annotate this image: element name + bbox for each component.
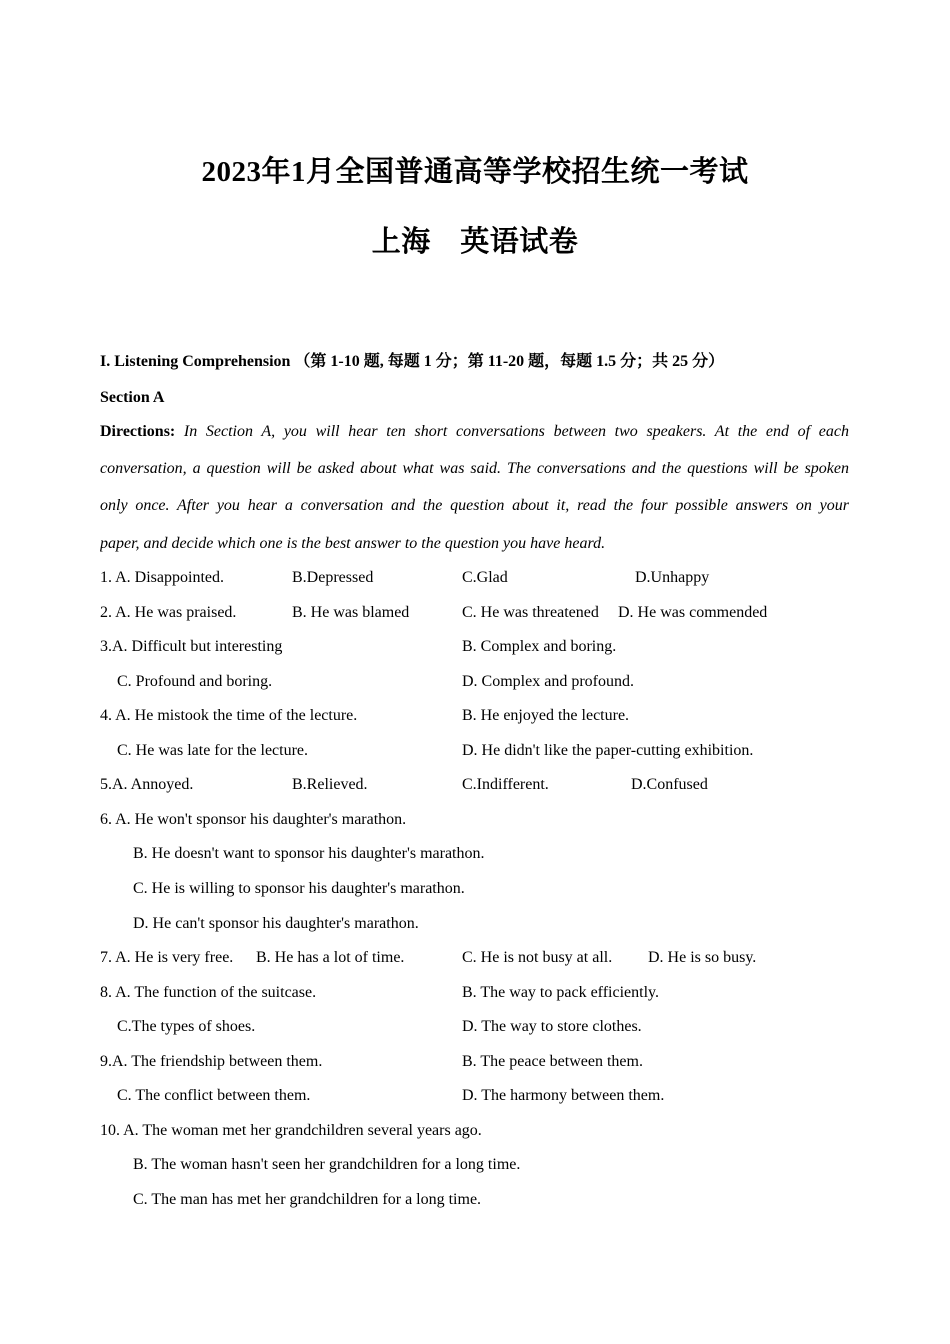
q1-option-c: C.Glad — [462, 569, 508, 586]
title-line-1: 2023年1月全国普通高等学校招生统一考试 — [201, 156, 749, 188]
q9-option-c: C. The conflict between them. — [117, 1087, 311, 1104]
q7-option-d: D. He is so busy. — [648, 949, 757, 966]
q2-option-a: 2. A. He was praised. — [100, 604, 237, 621]
part-heading — [100, 352, 724, 372]
q3-option-a: 3.A. Difficult but interesting — [100, 638, 283, 655]
q5-option-c: C.Indifferent. — [462, 776, 549, 793]
q9-option-b: B. The peace between them. — [462, 1053, 643, 1070]
q9-option-d: D. The harmony between them. — [462, 1087, 665, 1104]
q5-option-d: D.Confused — [631, 776, 708, 793]
directions-label: Directions: — [100, 423, 176, 440]
q2-option-b: B. He was blamed — [292, 604, 410, 621]
q2-option-d: D. He was commended — [618, 604, 768, 621]
q3-option-d: D. Complex and profound. — [462, 673, 634, 690]
q2-option-c: C. He was threatened — [462, 604, 599, 621]
q6-option-c: C. He is willing to sponsor his daughter's marathon. — [133, 880, 465, 897]
q5-option-b: B.Relieved. — [292, 776, 368, 793]
directions-line-3: only once. After you hear a conversation and the question about it, read the four possible answers on your — [100, 497, 849, 514]
q4-option-d: D. He didn't like the paper-cutting exhibition. — [462, 742, 754, 759]
q8-option-c: C.The types of shoes. — [117, 1018, 256, 1035]
title-line-2: 上海 英语试卷 — [371, 226, 579, 258]
q1-option-a: 1. A. Disappointed. — [100, 569, 224, 586]
q10-option-a: 10. A. The woman met her grandchildren several years ago. — [100, 1122, 482, 1139]
part-scoring: （第 1-10 题, 每题 1 分；第 11-20 题，每题 1.5 分；共 25 分） — [294, 353, 725, 370]
q7-option-b: B. He has a lot of time. — [256, 949, 405, 966]
q1-option-b: B.Depressed — [292, 569, 374, 586]
q3-option-b: B. Complex and boring. — [462, 638, 617, 655]
directions-text-1: In Section A, you will hear ten short conversations between two speakers. At the end of each — [175, 423, 849, 440]
directions-line-4: paper, and decide which one is the best answer to the question you have heard. — [100, 535, 606, 552]
q7-option-a: 7. A. He is very free. — [100, 949, 234, 966]
q10-option-c: C. The man has met her grandchildren for a long time. — [133, 1191, 482, 1208]
directions-line-1 — [100, 422, 849, 442]
q8-option-d: D. The way to store clothes. — [462, 1018, 642, 1035]
q8-option-b: B. The way to pack efficiently. — [462, 984, 659, 1001]
q6-option-b: B. He doesn't want to sponsor his daughter's marathon. — [133, 845, 485, 862]
q9-option-a: 9.A. The friendship between them. — [100, 1053, 323, 1070]
q4-option-b: B. He enjoyed the lecture. — [462, 707, 630, 724]
q3-option-c: C. Profound and boring. — [117, 673, 273, 690]
q4-option-a: 4. A. He mistook the time of the lecture. — [100, 707, 358, 724]
q7-option-c: C. He is not busy at all. — [462, 949, 613, 966]
q8-option-a: 8. A. The function of the suitcase. — [100, 984, 317, 1001]
q10-option-b: B. The woman hasn't seen her grandchildren for a long time. — [133, 1156, 521, 1173]
q5-option-a: 5.A. Annoyed. — [100, 776, 194, 793]
part-title: I. Listening Comprehension — [100, 353, 291, 370]
q6-option-d: D. He can't sponsor his daughter's marathon. — [133, 915, 419, 932]
q4-option-c: C. He was late for the lecture. — [117, 742, 309, 759]
q6-option-a: 6. A. He won't sponsor his daughter's marathon. — [100, 811, 407, 828]
q1-option-d: D.Unhappy — [635, 569, 710, 586]
section-title: Section A — [100, 389, 165, 406]
directions-line-2: conversation, a question will be asked about what was said. The conversations and the questions will be spoken — [100, 460, 849, 477]
